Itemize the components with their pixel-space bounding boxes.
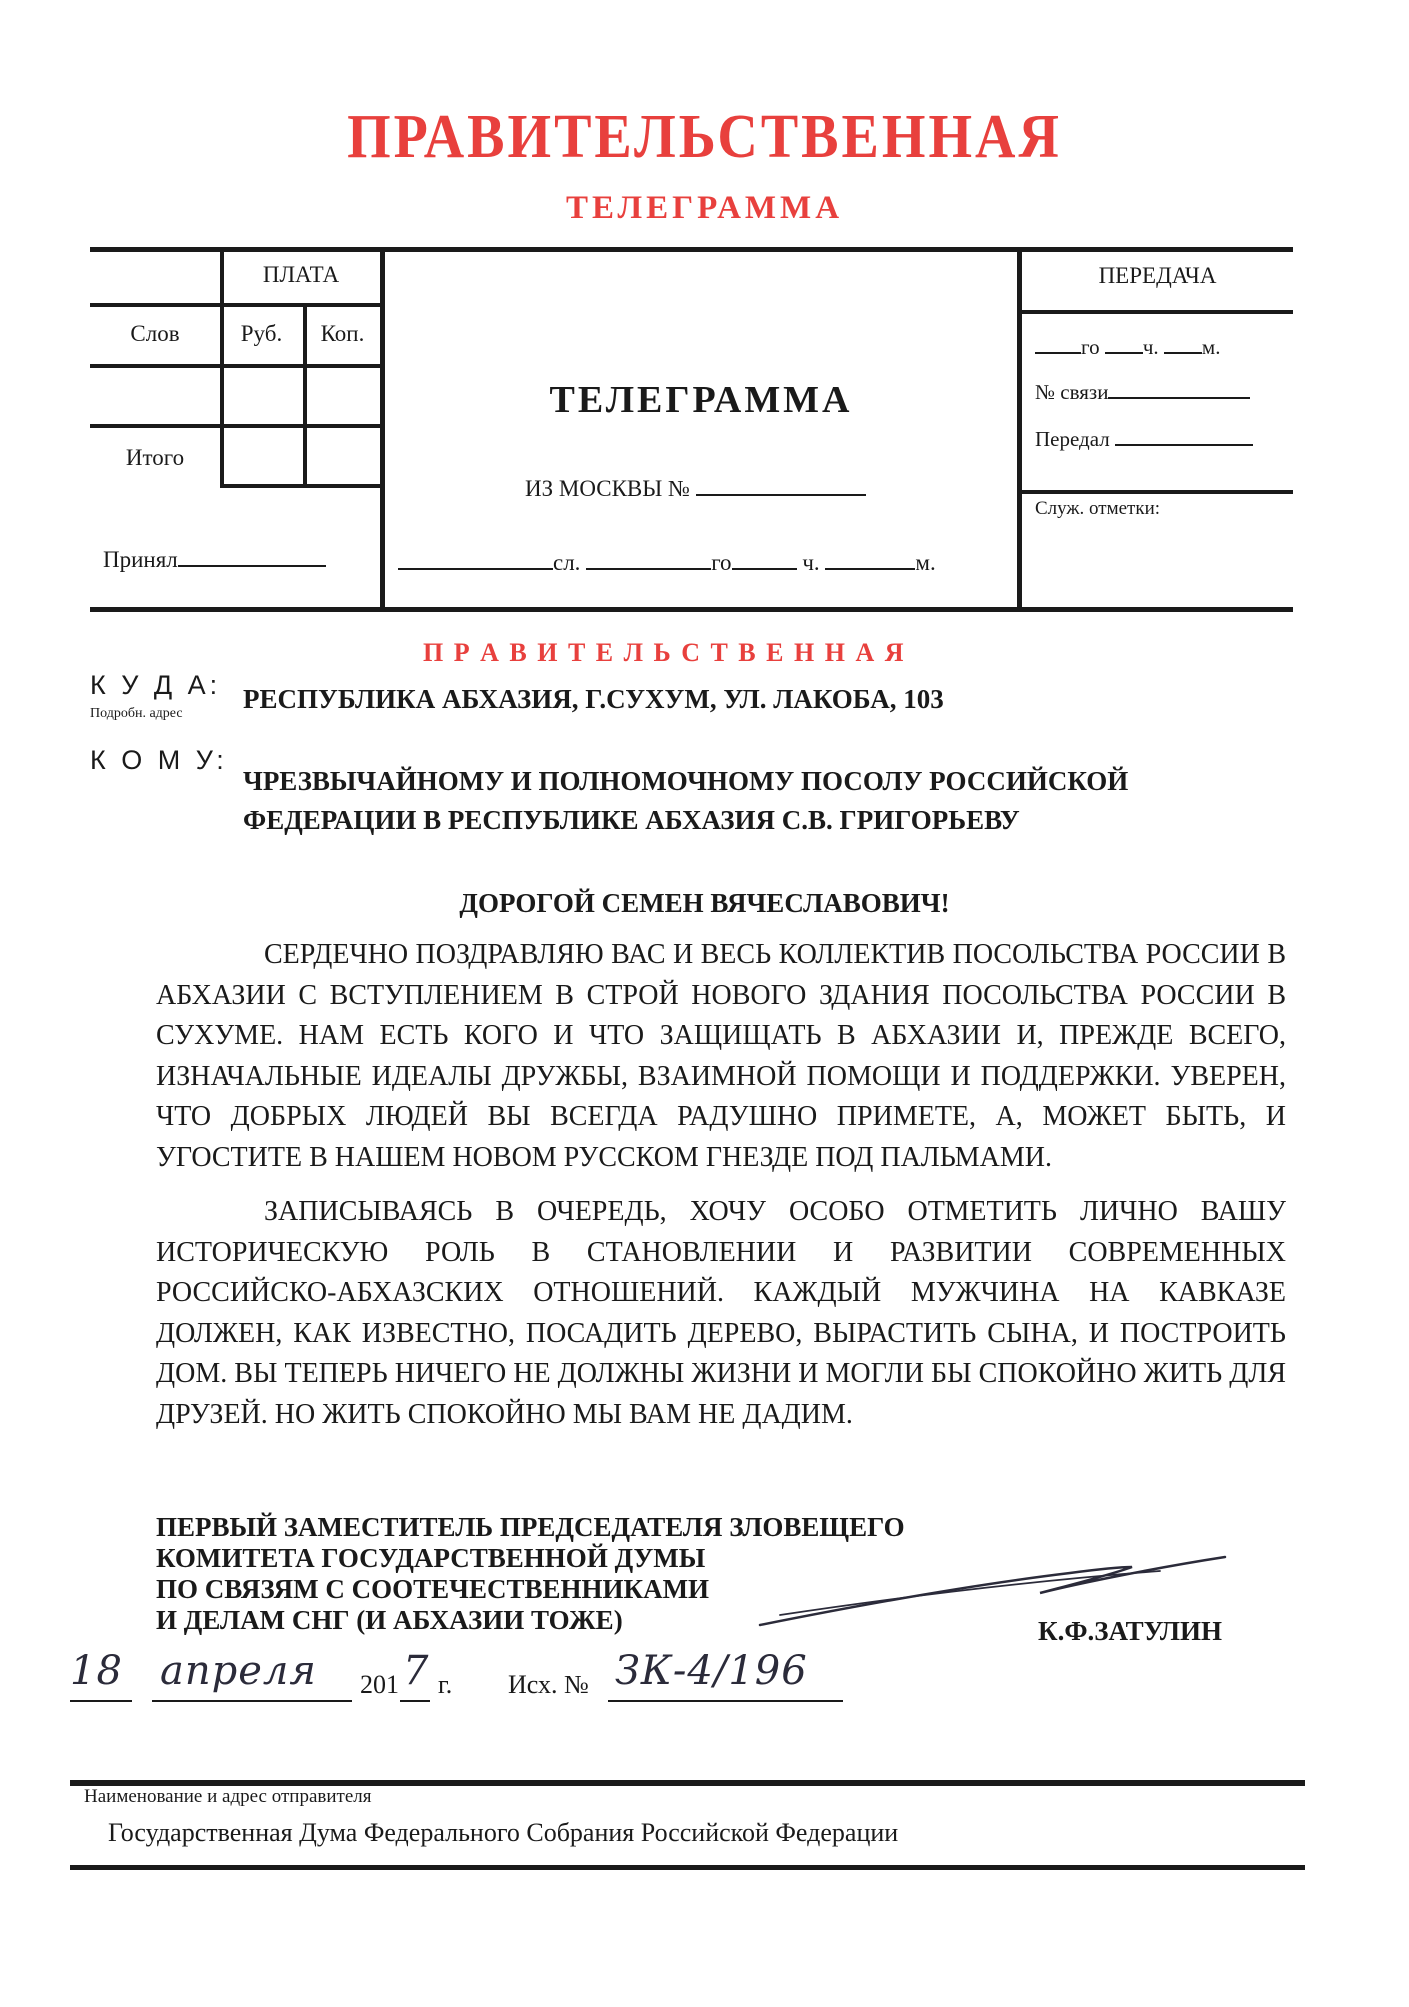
peredacha-time-fields: го ч. м. bbox=[1035, 332, 1220, 360]
peredal-field: Передал bbox=[1035, 424, 1253, 452]
date-day: 18 bbox=[70, 1648, 123, 1694]
form-top-border bbox=[90, 247, 1293, 252]
komu-line-2: ФЕДЕРАЦИИ В РЕСПУБЛИКЕ АБХАЗИЯ С.В. ГРИГОРЬЕВУ bbox=[243, 805, 1020, 835]
sluzh-label: Служ. отметки: bbox=[1035, 498, 1161, 519]
komu-line-1: ЧРЕЗВЫЧАЙНОМУ И ПОЛНОМОЧНОМУ ПОСОЛУ РОССИЙСКОЙ bbox=[243, 766, 1129, 796]
itogo-label: Итого bbox=[125, 445, 185, 470]
kuda-value: РЕСПУБЛИКА АБХАЗИЯ, Г.СУХУМ, УЛ. ЛАКОБА, 103 bbox=[243, 684, 944, 714]
slov-label: Слов bbox=[130, 321, 180, 346]
paragraph-1: СЕРДЕЧНО ПОЗДРАВЛЯЮ ВАС И ВЕСЬ КОЛЛЕКТИВ ПОСОЛЬСТВА РОССИИ В АБХАЗИИ С ВСТУПЛЕНИЕМ В СТРОЙ НОВОГО ЗДАНИЯ ПОСОЛЬСТВА РОССИИ В СУХУМЕ. НАМ ЕСТЬ КОГО И ЧТО ЗАЩИЩАТЬ В АБХАЗИИ И, ПРЕЖДЕ ВСЕГО, ИЗНАЧАЛЬНЫЕ ИДЕАЛЫ ДРУЖБЫ, ВЗАИМНОЙ ПОМОЩИ И ПОДДЕРЖКИ. УВЕРЕН, ЧТО ДОБРЫХ ЛЮДЕЙ ВЫ ВСЕГДА РАДУШНО ПРИМЕТЕ, А, МОЖЕТ БЫТЬ, И УГОСТИТЕ В НАШЕМ НОВОМ РУССКОМ ГНЕЗДЕ ПОД ПАЛЬМАМИ. bbox=[156, 939, 1286, 1173]
rub-label: Руб. bbox=[240, 321, 283, 346]
govt-label: П Р А В И Т Е Л Ь С Т В Е Н Н А Я bbox=[423, 638, 906, 667]
document-subtitle: ТЕЛЕГРАММА bbox=[565, 190, 844, 226]
signatory-line-4: И ДЕЛАМ СНГ (И АБХАЗИИ ТОЖЕ) bbox=[156, 1605, 623, 1635]
prinyal-field bbox=[103, 545, 326, 573]
date-month: апреля bbox=[160, 1648, 317, 1694]
outgoing-number: ЗК-4/196 bbox=[615, 1648, 808, 1694]
iz-moskvy-blank bbox=[696, 474, 866, 496]
komu-label: К О М У: bbox=[90, 745, 228, 775]
signatory-line-3: ПО СВЯЗЯМ С СООТЕЧЕСТВЕННИКАМИ bbox=[156, 1574, 710, 1604]
signatory-line-1: ПЕРВЫЙ ЗАМЕСТИТЕЛЬ ПРЕДСЕДАТЕЛЯ ЗЛОВЕЩЕГО bbox=[156, 1512, 905, 1542]
year-suffix: 7 bbox=[403, 1648, 430, 1694]
signatory-line-2: КОМИТЕТА ГОСУДАРСТВЕННОЙ ДУМЫ bbox=[156, 1543, 706, 1573]
dateline bbox=[70, 1648, 890, 1708]
document-title: ПРАВИТЕЛЬСТВЕННАЯ bbox=[347, 102, 1062, 172]
year-prefix: 201 bbox=[360, 1670, 399, 1699]
paragraph-2: ЗАПИСЫВАЯСЬ В ОЧЕРЕДЬ, ХОЧУ ОСОБО ОТМЕТИТЬ ЛИЧНО ВАШУ ИСТОРИЧЕСКУЮ РОЛЬ В СТАНОВЛЕНИИ И РАЗВИТИИ СОВРЕМЕННЫХ РОССИЙСКО-АБХАЗСКИХ ОТНОШЕНИЙ. КАЖДЫЙ МУЖЧИНА НА КАВКАЗЕ ДОЛЖЕН, КАК ИЗВЕСТНО, ПОСАДИТЬ ДЕРЕВО, ВЫРАСТИТЬ СЫНА, И ПОСТРОИТЬ ДОМ. ВЫ ТЕПЕРЬ НИЧЕГО НЕ ДОЛЖНЫ ЖИЗНИ И МОГЛИ БЫ СПОКОЙНО ЖИТЬ ДЛЯ ДРУЗЕЙ. НО ЖИТЬ СПОКОЙНО МЫ ВАМ НЕ ДАДИМ. bbox=[156, 1196, 1286, 1430]
letter-body bbox=[156, 935, 1286, 1435]
iz-moskvy-field bbox=[525, 474, 866, 502]
outgoing-label: Исх. № bbox=[508, 1670, 589, 1699]
prinyal-blank bbox=[178, 545, 326, 567]
form-divider-right bbox=[1017, 247, 1022, 612]
plata-label: ПЛАТА bbox=[262, 262, 340, 287]
greeting: ДОРОГОЙ СЕМЕН ВЯЧЕСЛАВОВИЧ! bbox=[459, 888, 950, 918]
form-divider-left bbox=[380, 247, 385, 612]
prinyal-label: Принял bbox=[103, 547, 178, 572]
form-bottom-border bbox=[90, 607, 1293, 612]
sender-bottom-rule bbox=[70, 1865, 1305, 1870]
peredacha-label: ПЕРЕДАЧА bbox=[1098, 263, 1217, 288]
sender-label: Наименование и адрес отправителя bbox=[84, 1786, 372, 1807]
signatory-name: К.Ф.ЗАТУЛИН bbox=[1038, 1616, 1223, 1646]
center-telegram-title: ТЕЛЕГРАММА bbox=[549, 379, 853, 421]
year-label: г. bbox=[438, 1670, 453, 1699]
sender-value: Государственная Дума Федерального Собрания Российской Федерации bbox=[108, 1818, 899, 1847]
iz-moskvy-label: ИЗ МОСКВЫ № bbox=[525, 476, 690, 501]
kuda-label: К У Д А: bbox=[90, 670, 222, 700]
kop-label: Коп. bbox=[320, 321, 365, 346]
svyazi-field: № связи bbox=[1035, 377, 1250, 405]
center-bottom-fields: сл. го ч. м. bbox=[398, 548, 936, 576]
podrobn-label: Подробн. адрес bbox=[90, 706, 183, 721]
